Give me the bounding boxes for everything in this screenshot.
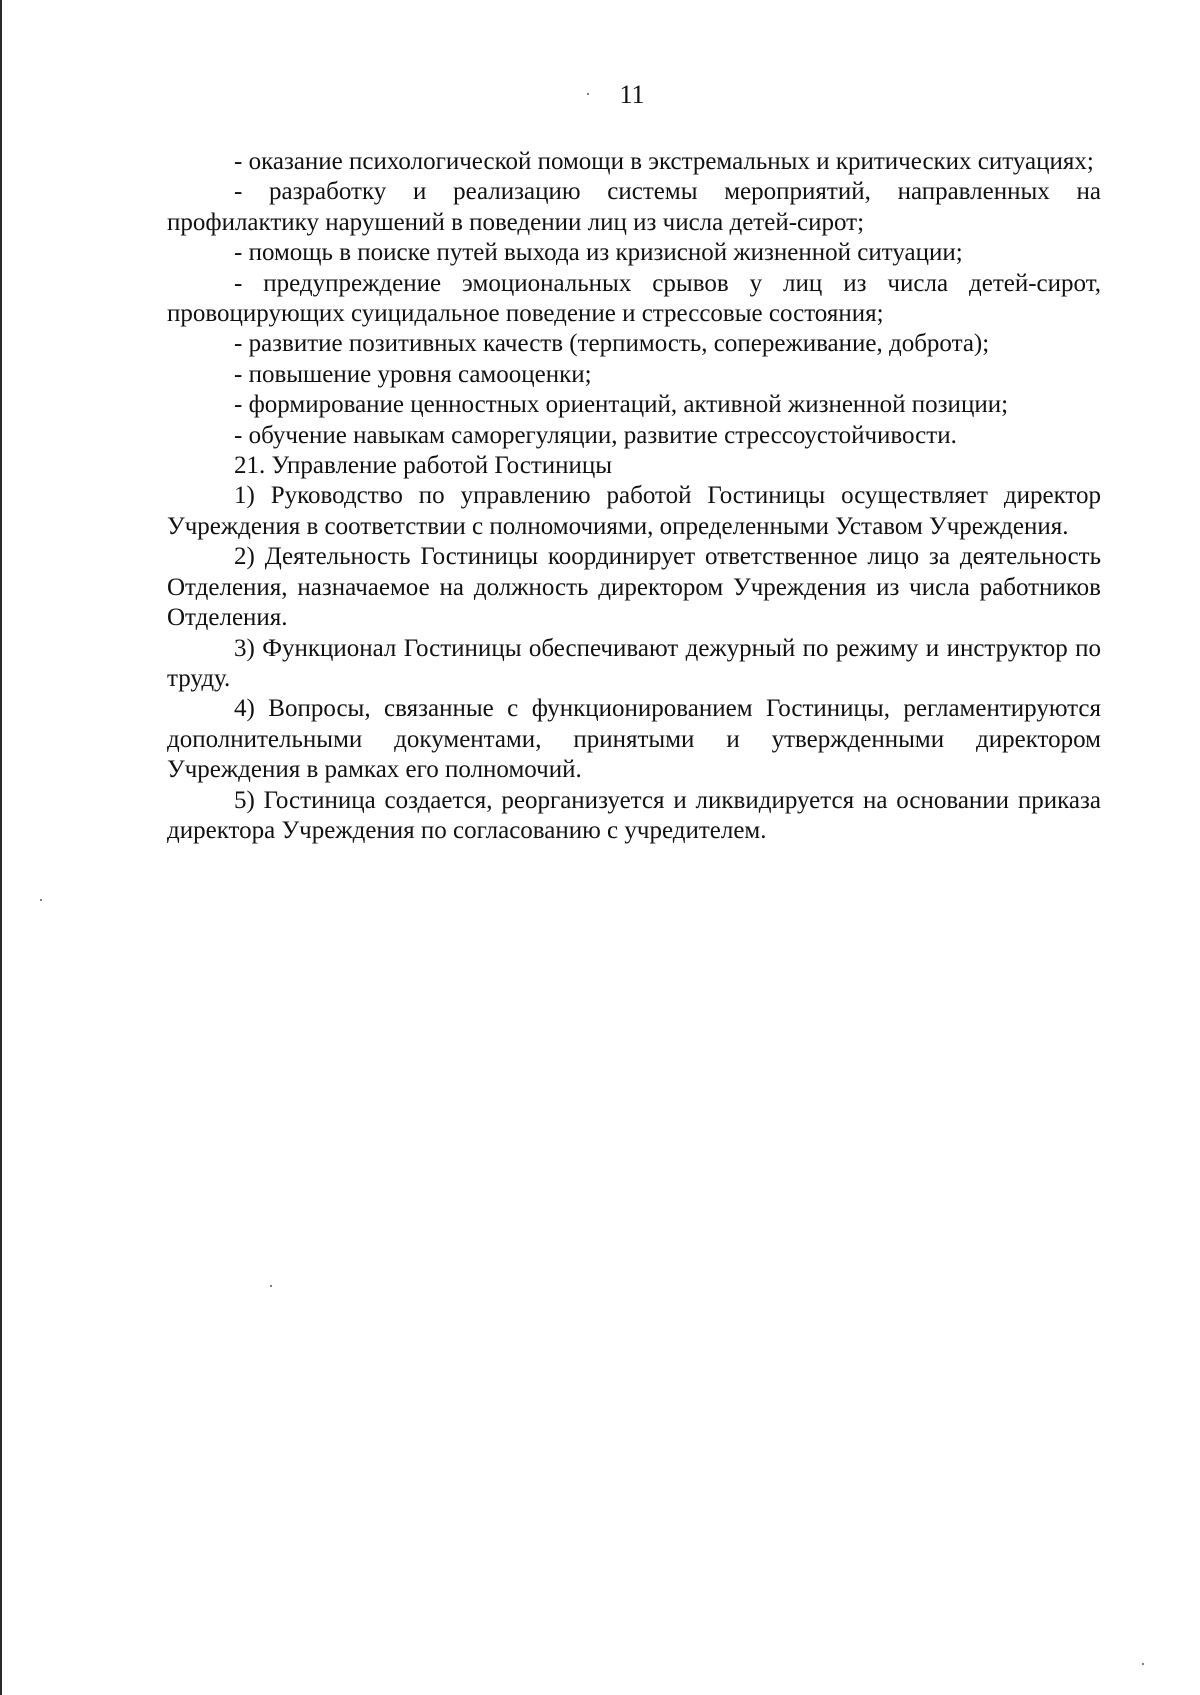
scan-speck — [587, 93, 589, 95]
paragraph-3: - помощь в поиске путей выхода из кризисной жизненной ситуации; — [234, 239, 963, 267]
paragraph-11: 3) Функционал Гостиницы обеспечивают дежурный по режиму и инструктор по труду. — [167, 634, 1101, 692]
paragraph-1: - оказание психологической помощи в экстремальных и критических ситуациях; — [234, 148, 1094, 175]
paragraph-5: - развитие позитивных качеств (терпимость, сопереживание, доброта); — [234, 330, 990, 358]
paragraph-10: 2) Деятельность Гостиницы координирует ответственное лицо за деятельность Отделения, назначаемое на должность директором Учреждения из числа работников Отделения. — [167, 543, 1101, 632]
page-number: 11 — [619, 80, 645, 109]
document-body — [167, 147, 1101, 846]
paragraph-9: 1) Руководство по управлению работой Гостиницы осуществляет директор Учреждения в соответствии с полномочиями, определенными Уставом Учреждения. — [167, 482, 1101, 540]
paragraph-2: - разработку и реализацию системы мероприятий, направленных на профилактику нарушений в поведении лиц из числа детей-сирот; — [167, 178, 1101, 236]
section-heading: 21. Управление работой Гостиницы — [234, 452, 613, 480]
paragraph-12: 4) Вопросы, связанные с функционированием Гостиницы, регламентируются дополнительными документами, принятыми и утвержденными директором Учреждения в рамках его полномочий. — [167, 695, 1101, 784]
scan-speck — [1142, 1663, 1144, 1665]
paragraph-8: - обучение навыкам саморегуляции, развитие стрессоустойчивости. — [234, 421, 957, 449]
paragraph-13: 5) Гостиница создается, реорганизуется и ликвидируется на основании приказа директора Учреждения по согласованию с учредителем. — [167, 786, 1101, 844]
scan-speck — [40, 899, 42, 901]
scan-speck — [270, 1285, 272, 1287]
paragraph-4: - предупреждение эмоциональных срывов у лиц из числа детей-сирот, провоцирующих суицидальное поведение и стрессовые состояния; — [167, 269, 1101, 328]
paragraph-6: - повышение уровня самооценки; — [234, 360, 592, 388]
paragraph-7: - формирование ценностных ориентаций, активной жизненной позиции; — [234, 391, 1009, 419]
